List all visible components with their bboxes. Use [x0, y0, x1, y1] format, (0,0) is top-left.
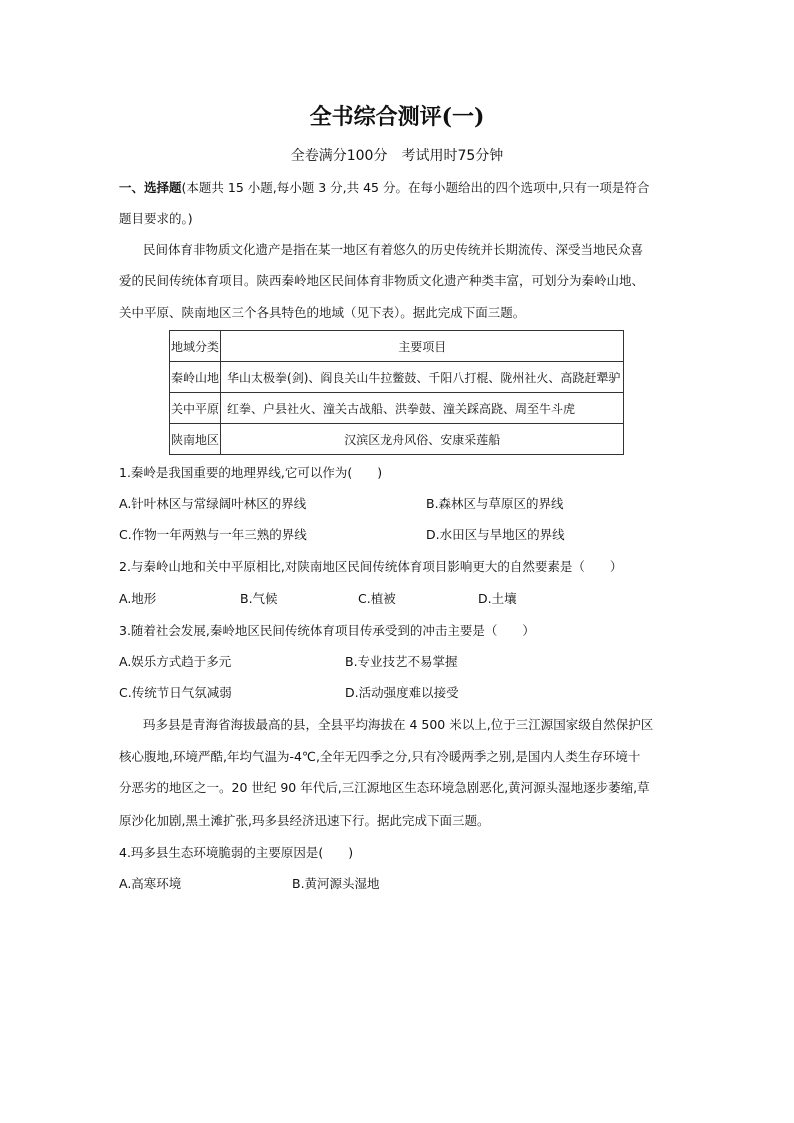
table-header-row — [170, 331, 624, 362]
page-subtitle: 全卷满分100分 考试用时75分钟 — [290, 148, 504, 164]
q2-option-c: C.植被 — [358, 591, 396, 606]
section-instruction-line1 — [119, 180, 649, 196]
table-header-cell: 地域分类 — [170, 331, 221, 362]
passage1-line: 爱的民间传统体育项目。陕西秦岭地区民间体育非物质文化遗产种类丰富，可划分为秦岭山地、 — [119, 273, 645, 288]
question-2-stem: 2.与秦岭山地和关中平原相比,对陕南地区民间传统体育项目影响更大的自然要素是（ ） — [119, 559, 623, 574]
table-row — [170, 362, 624, 393]
question-1-stem: 1.秦岭是我国重要的地理界线,它可以作为( ) — [119, 465, 383, 480]
q1-option-d: D.水田区与旱地区的界线 — [426, 527, 565, 542]
table-cell-items: 汉滨区龙舟风俗、安康采莲船 — [221, 424, 624, 455]
q2-option-a: A.地形 — [119, 591, 157, 606]
q4-option-a: A.高寒环境 — [119, 876, 182, 891]
table-cell-items: 华山太极拳(剑)、阎良关山牛拉鳖鼓、千阳八打棍、陇州社火、高跷赶犟驴 — [221, 362, 624, 393]
table-row — [170, 424, 624, 455]
passage2-line: 原沙化加剧,黑土滩扩张,玛多县经济迅速下行。据此完成下面三题。 — [119, 813, 490, 828]
section-instruction-text: (本题共 15 小题,每小题 3 分,共 45 分。在每小题给出的四个选项中,只有一项是符合 — [181, 180, 650, 195]
table-cell-items: 红拳、户县社火、潼关古战船、洪拳鼓、潼关踩高跷、周至牛斗虎 — [221, 393, 624, 424]
q3-option-c: C.传统节日气氛减弱 — [119, 685, 232, 700]
region-sports-table — [169, 330, 624, 455]
q1-option-b: B.森林区与草原区的界线 — [426, 496, 564, 511]
q3-option-a: A.娱乐方式趋于多元 — [119, 654, 232, 669]
table-row — [170, 393, 624, 424]
passage2-line: 玛多县是青海省海拔最高的县，全县平均海拔在 4 500 米以上,位于三江源国家级自然保护区 — [143, 717, 654, 732]
q2-option-b: B.气候 — [240, 591, 278, 606]
section-heading: 一、选择题 — [119, 180, 182, 195]
passage1-line: 民间体育非物质文化遗产是指在某一地区有着悠久的历史传统并长期流传、深受当地民众喜 — [143, 242, 644, 257]
q4-option-b: B.黄河源头湿地 — [292, 876, 380, 891]
passage1-line: 关中平原、陕南地区三个各具特色的地域（见下表）。据此完成下面三题。 — [119, 305, 526, 320]
passage2-line: 分恶劣的地区之一。20 世纪 90 年代后,三江源地区生态环境急剧恶化,黄河源头湿地逐步萎缩,草 — [119, 780, 650, 795]
table-header-cell: 主要项目 — [221, 331, 624, 362]
q3-option-d: D.活动强度难以接受 — [345, 685, 459, 700]
page-title: 全书综合测评(一) — [309, 104, 485, 130]
table-cell-region: 秦岭山地 — [170, 362, 221, 393]
q2-option-d: D.土壤 — [478, 591, 517, 606]
passage2-line: 核心腹地,环境严酷,年均气温为-4℃,全年无四季之分,只有冷暖两季之别,是国内人类生存环境十 — [119, 749, 641, 764]
q3-option-b: B.专业技艺不易掌握 — [345, 654, 458, 669]
question-3-stem: 3.随着社会发展,秦岭地区民间传统体育项目传承受到的冲击主要是（ ） — [119, 623, 535, 638]
question-4-stem: 4.玛多县生态环境脆弱的主要原因是( ) — [119, 845, 354, 860]
table-cell-region: 关中平原 — [170, 393, 221, 424]
q1-option-a: A.针叶林区与常绿阔叶林区的界线 — [119, 496, 307, 511]
section-instruction-line2: 题目要求的。) — [119, 211, 193, 226]
q1-option-c: C.作物一年两熟与一年三熟的界线 — [119, 527, 307, 542]
table-cell-region: 陕南地区 — [170, 424, 221, 455]
